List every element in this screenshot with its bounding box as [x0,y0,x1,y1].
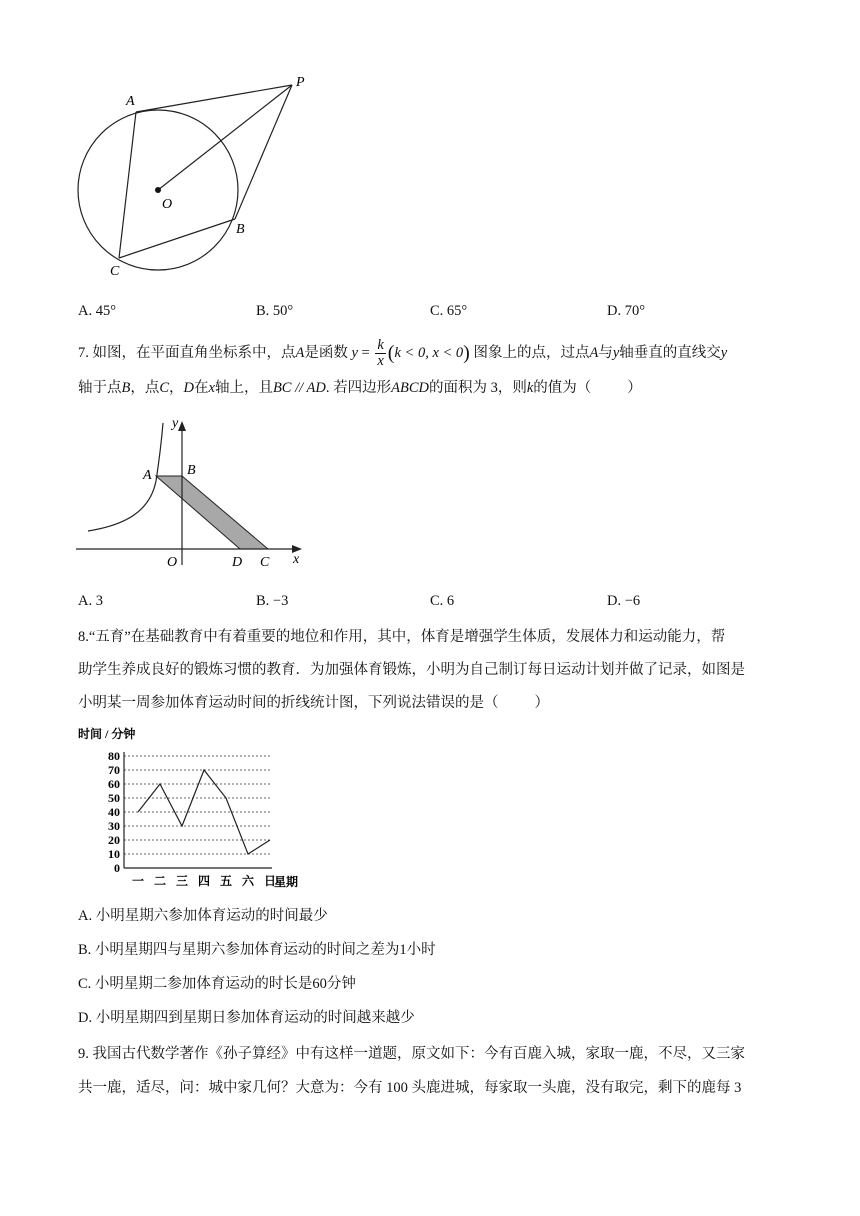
label-a: A [143,468,152,483]
y-tick-label: 10 [108,847,120,861]
q6-option-d: D. 70° [607,303,646,319]
q8-option-c: C. 小明星期二参加体育运动的时长是60分钟 [78,976,356,992]
axis-label-y: y [172,416,179,431]
label-b: B [236,222,245,237]
circle-tangent-figure [70,70,330,285]
q7-option-d: D. −6 [607,593,641,609]
chord-ac [119,112,136,258]
y-tick-label: 0 [114,861,120,875]
q8-line-3: 小明某一周参加体育运动时间的折线统计图，下列说法错误的是（ ） [78,695,549,711]
q6-option-a: A. 45° [78,303,117,319]
x-tick-label: 二 [153,874,167,888]
q6-option-b: B. 50° [256,303,294,319]
x-tick-label: 三 [175,874,189,888]
q9-line-1: 9. 我国古代数学著作《孙子算经》中有这样一道题，原文如下：今有百鹿入城，家取一鹿，不尽，又三家 [78,1046,745,1062]
q6-option-c: C. 65° [430,303,468,319]
q7-option-a: A. 3 [78,593,103,609]
x-axis-title: 星期 [274,875,299,889]
tangent-pa [136,85,292,112]
x-tick-label: 日 [263,874,277,888]
label-o: O [167,555,178,570]
x-tick-label: 四 [197,874,211,888]
q8-option-a: A. 小明星期六参加体育运动的时间最少 [78,908,328,924]
label-d: D [232,555,243,570]
label-b: B [187,463,196,478]
q7-option-b: B. −3 [256,593,289,609]
y-tick-label: 50 [108,791,120,805]
y-tick-label: 80 [108,749,120,763]
center-dot [155,187,161,193]
label-o: O [162,197,173,212]
q7-line-1: 7. 如图，在平面直角坐标系中，点A是函数 y = $\frac{k}{x}$ (k < 0, x < 0) 图象上的点，过点A与y轴垂直的直线交y [78,337,728,369]
label-c: C [260,555,270,570]
q7-line-2: 轴于点B，点C，D在x轴上，且BC // AD. 若四边形ABCD的面积为 3，则k的值为（ ） [78,380,642,396]
label-p: P [296,75,305,90]
q8-option-d: D. 小明星期四到星期日参加体育运动的时间越来越少 [78,1010,415,1026]
axis-label-x: x [293,552,300,567]
label-c: C [110,264,120,279]
x-tick-label: 五 [219,874,233,888]
y-tick-label: 40 [108,805,120,819]
coordinate-figure [76,415,316,575]
y-axis-title: 时间 / 分钟 [78,727,136,741]
y-tick-label: 20 [108,833,120,847]
y-tick-label: 30 [108,819,120,833]
segment-po [158,85,292,190]
y-axis-arrow-icon [178,421,186,431]
label-a: A [126,94,135,109]
x-tick-label: 六 [241,874,255,888]
exercise-line-chart [76,722,316,894]
tangent-pb [235,85,292,219]
q7-option-c: C. 6 [430,593,455,609]
q9-line-2: 共一鹿，适尽，问：城中家几何？大意为：今有 100 头鹿进城，每家取一头鹿，没有取完，剩下的鹿每 3 [78,1080,742,1096]
y-tick-label: 60 [108,777,120,791]
q8-line-1: 8.“五育”在基础教育中有着重要的地位和作用，其中，体育是增强学生体质，发展体力和运动能力，帮 [78,629,726,645]
q8-option-b: B. 小明星期四与星期六参加体育运动的时间之差为1小时 [78,942,436,958]
hyperbola-curve [88,423,163,531]
q8-line-2: 助学生养成良好的锻炼习惯的教育．为加强体育锻炼，小明为自己制订每日运动计划并做了记录，如图是 [78,662,745,678]
y-tick-label: 70 [108,763,120,777]
chord-cb [119,219,235,258]
parallelogram-abcd [156,476,268,549]
x-tick-label: 一 [131,874,145,888]
